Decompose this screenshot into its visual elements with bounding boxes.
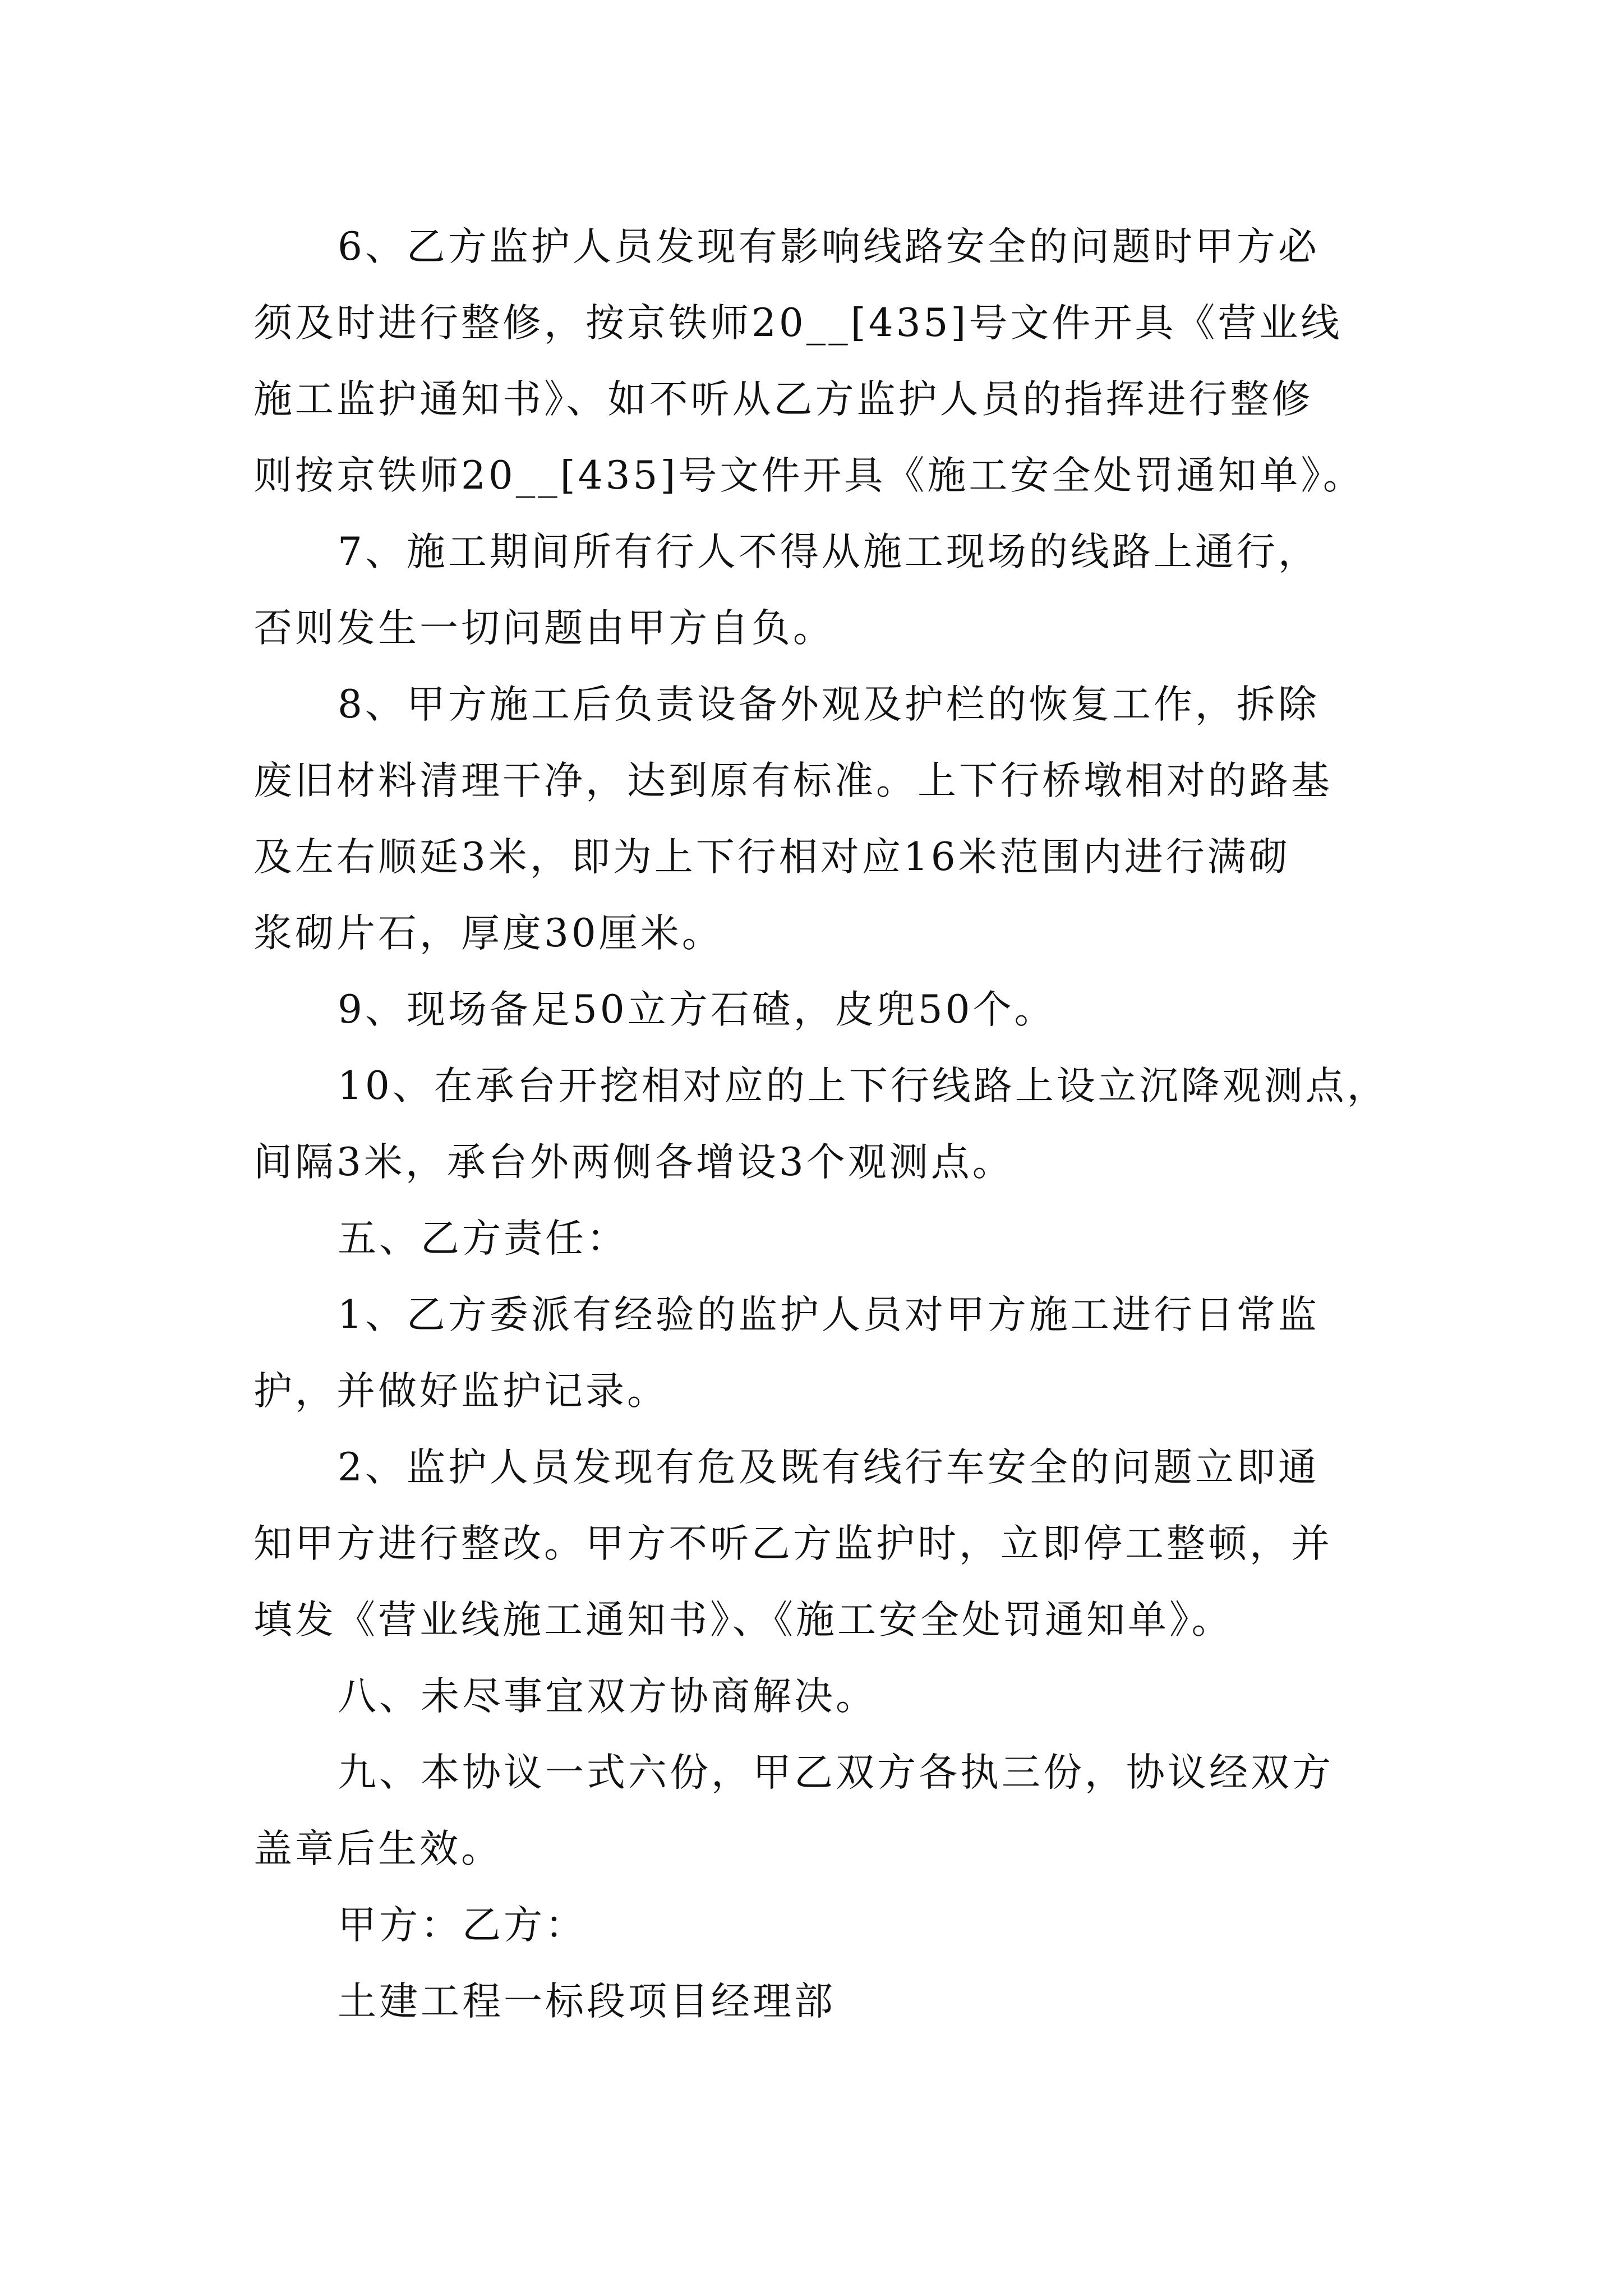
section-9-paragraph bbox=[253, 1734, 1381, 1887]
party-b-clause-1-paragraph bbox=[253, 1277, 1381, 1429]
text-line: 盖章后生效。 bbox=[253, 1826, 502, 1871]
text-line: 10、在承台开挖相对应的上下行线路上设立沉降观测点， bbox=[338, 1064, 1389, 1108]
signature-parties-line bbox=[253, 1887, 1381, 1963]
clause-9-paragraph bbox=[253, 972, 1381, 1048]
party-b-clause-2-paragraph bbox=[253, 1429, 1381, 1658]
text-line: 则按京铁师20__[435]号文件开具《施工安全处罚通知单》。 bbox=[253, 453, 1364, 498]
text-line: 7、施工期间所有行人不得从施工现场的线路上通行， bbox=[338, 530, 1320, 574]
text-line: 1、乙方委派有经验的监护人员对甲方施工进行日常监 bbox=[338, 1292, 1320, 1337]
text-line: 8、甲方施工后负责设备外观及护栏的恢复工作，拆除 bbox=[338, 682, 1320, 727]
text-line: 护，并做好监护记录。 bbox=[253, 1369, 668, 1414]
section-8-paragraph bbox=[253, 1658, 1381, 1734]
text-line: 五、乙方责任： bbox=[338, 1216, 628, 1261]
text-line: 甲方：乙方： bbox=[338, 1903, 587, 1948]
text-line: 9、现场备足50立方石碴，皮兜50个。 bbox=[338, 987, 1056, 1032]
signature-organization-line bbox=[253, 1963, 1381, 2040]
text-line: 八、未尽事宜双方协商解决。 bbox=[338, 1674, 877, 1719]
text-line: 间隔3米，承台外两侧各增设3个观测点。 bbox=[253, 1140, 1014, 1185]
clause-10-paragraph bbox=[253, 1048, 1389, 1200]
text-line: 九、本协议一式六份，甲乙双方各执三份，协议经双方 bbox=[338, 1750, 1334, 1795]
text-line: 2、监护人员发现有危及既有线行车安全的问题立即通 bbox=[338, 1445, 1320, 1490]
section-5-heading bbox=[253, 1200, 1381, 1277]
clause-7-paragraph bbox=[253, 514, 1381, 666]
text-line: 废旧材料清理干净，达到原有标准。上下行桥墩相对的路基 bbox=[253, 758, 1332, 803]
clause-6-paragraph bbox=[253, 209, 1381, 514]
text-line: 及左右顺延3米，即为上下行相对应16米范围内进行满砌 bbox=[253, 835, 1290, 880]
document-body bbox=[253, 209, 1389, 2040]
text-line: 否则发生一切问题由甲方自负。 bbox=[253, 606, 834, 651]
text-line: 施工监护通知书》、如不听从乙方监护人员的指挥进行整修 bbox=[253, 377, 1313, 422]
text-line: 浆砌片石，厚度30厘米。 bbox=[253, 911, 723, 956]
clause-8-paragraph bbox=[253, 666, 1381, 972]
text-line: 知甲方进行整改。甲方不听乙方监护时，立即停工整顿，并 bbox=[253, 1521, 1332, 1566]
text-line: 6、乙方监护人员发现有影响线路安全的问题时甲方必 bbox=[338, 224, 1320, 269]
text-line: 土建工程一标段项目经理部 bbox=[338, 1979, 836, 2024]
text-line: 须及时进行整修，按京铁师20__[435]号文件开具《营业线 bbox=[253, 301, 1343, 346]
text-line: 填发《营业线施工通知书》、《施工安全处罚通知单》。 bbox=[253, 1598, 1233, 1642]
